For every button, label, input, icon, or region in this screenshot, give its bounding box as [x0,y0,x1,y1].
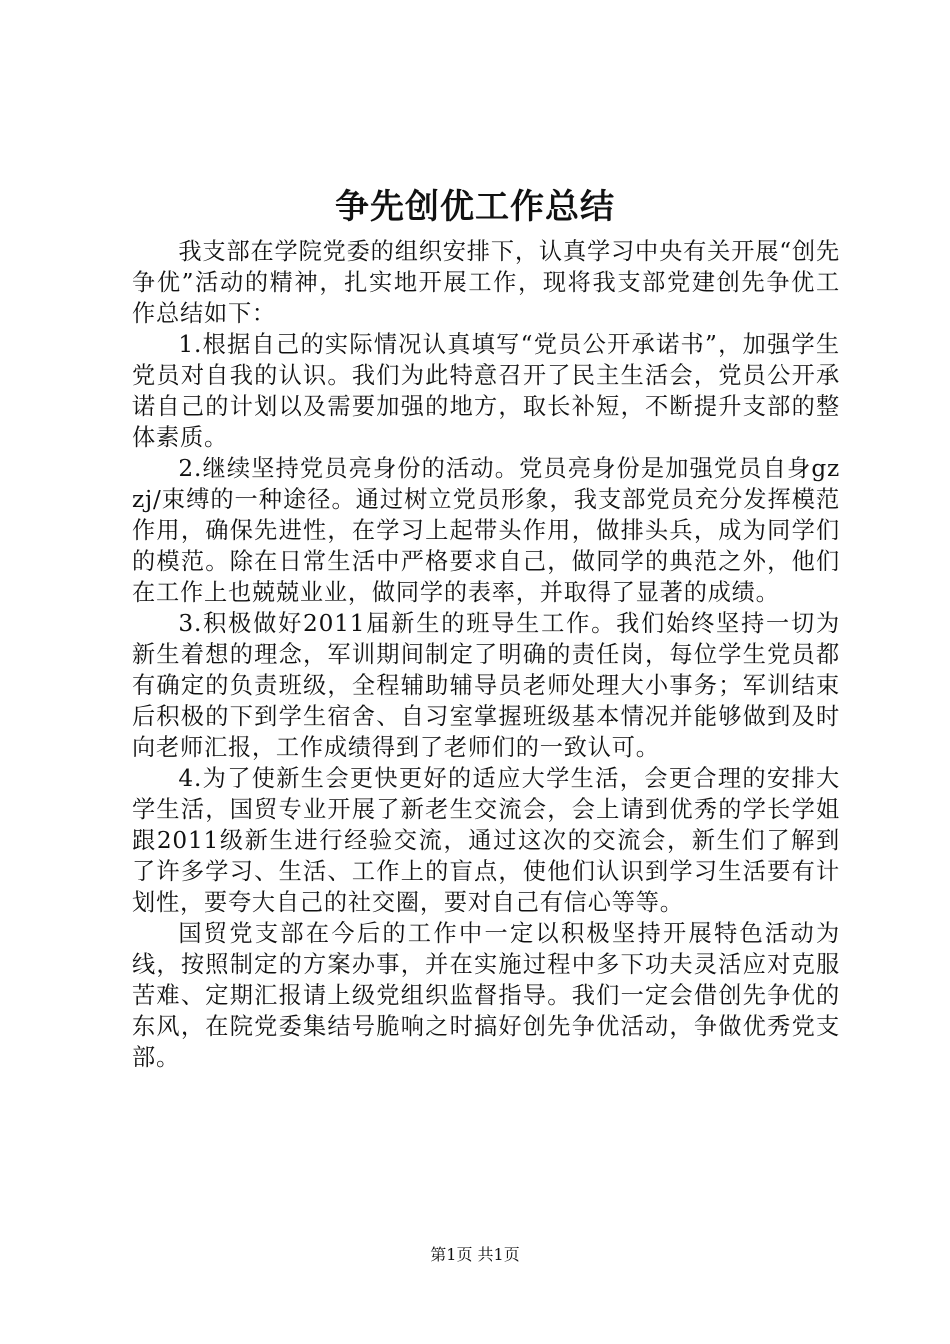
paragraph-item-3: 3.积极做好2011届新生的班导生工作。我们始终坚持一切为新生着想的理念，军训期间制定了明确的责任岗，每位学生党员都有确定的负责班级，全程辅助辅导员老师处理大小事务；军训结束后积极的下到学生宿舍、自习室掌握班级基本情况并能够做到及时向老师汇报，工作成绩得到了老师们的一致认可。 [132,610,840,761]
document-body [132,236,840,1073]
paragraph-conclusion: 国贸党支部在今后的工作中一定以积极坚持开展特色活动为线，按照制定的方案办事，并在实施过程中多下功夫灵活应对克服苦难、定期汇报请上级党组织监督指导。我们一定会借创先争优的东风，在院党委集结号脆响之时搞好创先争优活动，争做优秀党支部。 [132,920,840,1071]
paragraph-item-2: 2.继续坚持党员亮身份的活动。党员亮身份是加强党员自身gzzj/束缚的一种途径。通过树立党员形象，我支部党员充分发挥模范作用，确保先进性，在学习上起带头作用，做排头兵，成为同学们的模范。除在日常生活中严格要求自己，做同学的典范之外，他们在工作上也兢兢业业，做同学的表率，并取得了显著的成绩。 [132,455,840,606]
page-footer: 第1页 共1页 [430,1245,520,1264]
paragraph-item-4: 4.为了使新生会更快更好的适应大学生活，会更合理的安排大学生活，国贸专业开展了新老生交流会，会上请到优秀的学长学姐跟2011级新生进行经验交流，通过这次的交流会，新生们了解到了许多学习、生活、工作上的盲点，使他们认识到学习生活要有计划性，要夸大自己的社交圈，要对自己有信心等等。 [132,765,840,916]
document-title: 争先创优工作总结 [335,187,615,227]
paragraph-intro: 我支部在学院党委的组织安排下，认真学习中央有关开展“创先争优”活动的精神，扎实地开展工作，现将我支部党建创先争优工作总结如下： [132,238,840,327]
paragraph-item-1: 1.根据自己的实际情况认真填写“党员公开承诺书”，加强学生党员对自我的认识。我们为此特意召开了民主生活会，党员公开承诺自己的计划以及需要加强的地方，取长补短，不断提升支部的整体素质。 [132,331,840,451]
